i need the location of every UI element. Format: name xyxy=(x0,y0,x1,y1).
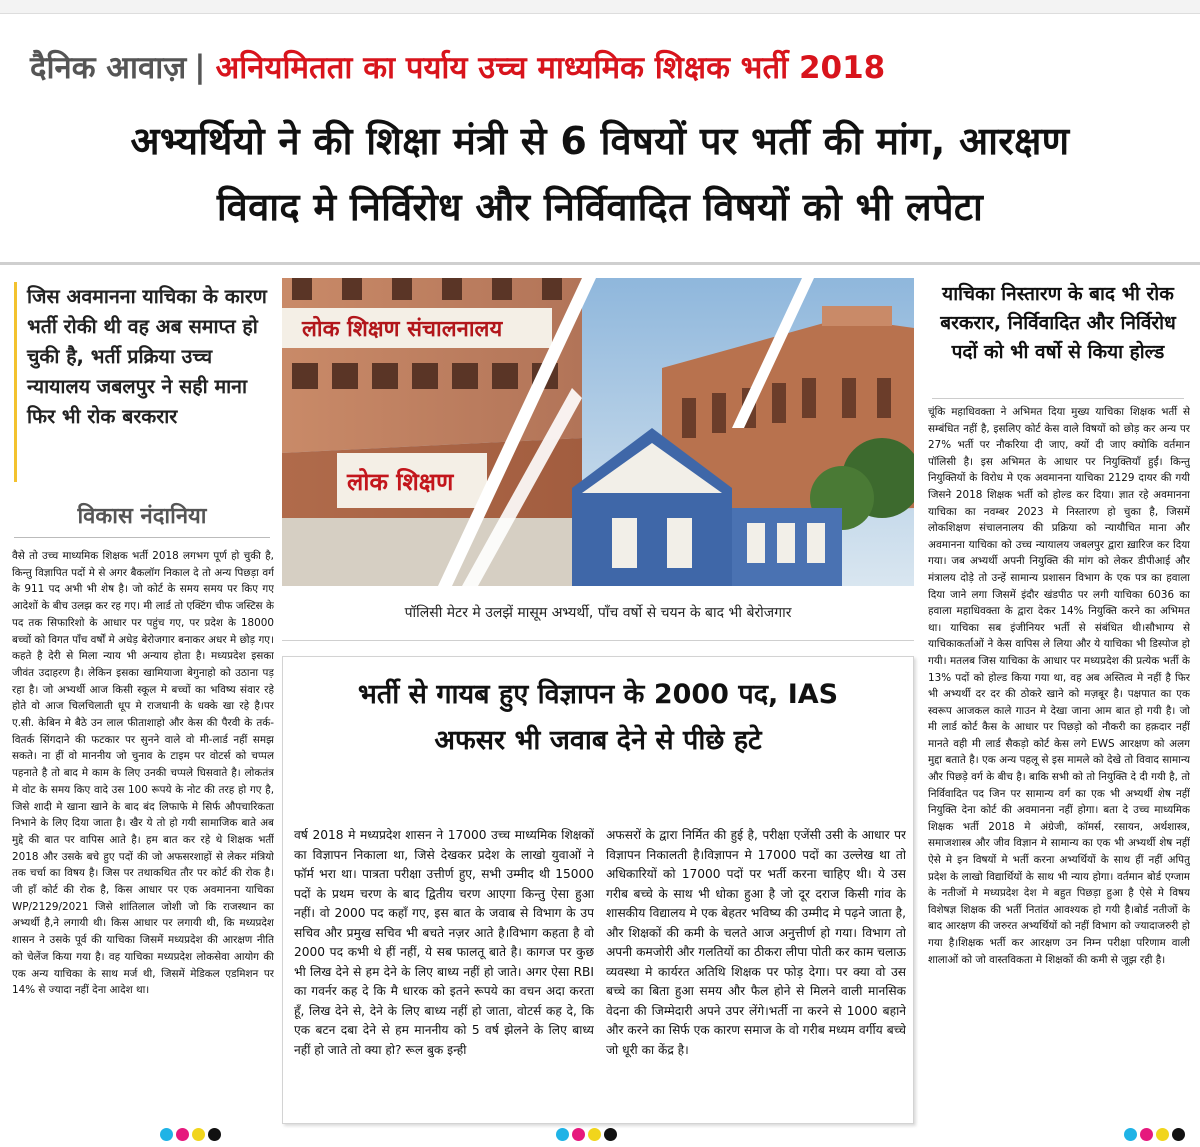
registration-marks-left xyxy=(160,1128,221,1144)
main-headline-line2: विवाद मे निर्विरोध और निर्विवादित विषयों को भी लपेटा xyxy=(216,185,984,229)
headline-divider xyxy=(0,262,1200,265)
magenta-mark xyxy=(572,1128,585,1141)
yellow-mark xyxy=(1156,1128,1169,1141)
registration-marks-center xyxy=(556,1128,617,1144)
center-headline-line1: भर्ती से गायब हुए विज्ञापन के 2000 पद, IAS xyxy=(357,679,839,710)
top-strip xyxy=(0,0,1200,14)
building-photo-collage xyxy=(282,278,914,586)
magenta-mark xyxy=(176,1128,189,1141)
right-article-body: चूंकि महाधिवक्ता ने अभिमत दिया मुख्य याचिका शिक्षक भर्ती से सम्बंधित नहीं है, इसलिए कोर्ट केस वाले विषयों को छोड़ कर अन्य पर 27% भर्ती पर नौकरिया दी जाए, क्यों दी जाए क्योकि वर्तमान पॉलिसी है। इस अभिमत के आधार पर नियुक्तियाँ हुईं। किन्तु नियुक्तियों के विरोध मे एक अवमानना याचिका 2129 दायर की गयी जिसने 2018 शिक्षक भर्ती को होल्ड कर दिया। ज्ञात रहे अवमानना याचिका का नवम्बर 2023 मे निस्तारण हो चुका है, जिसमें लोकशिक्षण संचालनालय की प्रक्रिया को न्यायौचित माना और अवमानना याचिका को उच्च न्यायालय जबलपुर द्वारा ख़ारिज कर दिया गया। जब अभ्यर्थी अपनी नियुक्ति की मांग को लेकर डीपीआई और मंत्रालय दोड़े तो उन्हें सामान्य प्रशासन विभाग के एक पत्र का हवाला दिया जाने लगा जिसमें इंदौर खंडपीठ पर लगी याचिका 6036 का हवाला महाधिवक्ता के द्वारा देकर 14% नियुक्ति करने का अभिमत था। याचिका सब इंजीनियर भर्ती से संबंधित थी।सौभाग्य से याचिकाकर्ताओं ने केस वापिस ले लिया और ये याचिका भी डिस्पोज हो गयी। मतलब जिस याचिका के आधार पर मध्यप्रदेश की प्रत्येक भर्ती के 13% पदों को होल्ड किया गया था, वह अब अस्तित्व मे नहीं है फिर भी अभ्यर्थी दर दर की ठोकरे खाने को मज़बूर है। पक्षपात का एक स्वरूप आजकल काले गाउन मे देखा जाना आम बात हो गयी है। जो मी लार्ड कोर्ट कैस के आधार पर पिछड़ो को नौकरी का हक़दार नहीं मानते वही मी लार्ड सैकड़ो कोर्ट केस लगे EWS आरक्षण को अलग मुद्दा बताते है। एक अन्य पहलू से इस मामले को देखे तो विवाद सामान्य और पिछड़े वर्ग के बीच है। बाकि सभी को तो नियुक्ति दे दी गयी है, तो निर्विवादित पद जिन पर सामान्य वर्ग का एक भी अभ्यर्थी शेष नहीं नियुक्ति देना कोर्ट की अवमानना नहीं होगा। बता दे उच्च माध्यमिक शिक्षक भर्ती 2018 मे अंग्रेजी, कॉमर्स, रसायन, अर्थशास्त्र, समाजशास्त्र और जीव विज्ञान मे सामान्य का एक भी अभ्यर्थी शेष नहीं ऐसे मे इन विषयों मे भर्ती करना अभ्यर्थियों के साथ हीं नहीं अपितु प्रदेश के लाखो विद्यार्थियों के साथ भी न्याय होगा। वर्तमान बोर्ड एग्जाम के नतीजों मे मध्यप्रदेश देश मे बहुत पिछड़ा हुआ है ऐसे मे विषय विशेषज्ञ शिक्षक की भर्ती नितांत आवश्यक हो गयी है।बोर्ड नतीजों के बाद आरक्षण की जरुरत अभ्यर्थियों को नहीं विभाग को ज्यादाजरुरी हो गया है।शिक्षक भर्ती कर आरक्षण उन निम्न परीक्षा परिणाम वाली शालाओं को जो वास्तविकता मे शिक्षकों की कमी से जूझ रही है। xyxy=(928,406,1190,966)
cyan-mark xyxy=(556,1128,569,1141)
main-headline xyxy=(40,108,1160,240)
caption-divider xyxy=(282,640,914,641)
sign-bottom-text: लोक शिक्षण xyxy=(347,468,454,496)
byline: विकास नंदानिया xyxy=(14,500,270,538)
newspaper-name: दैनिक आवाज़ xyxy=(30,50,187,86)
series-title: अनियमितता का पर्याय उच्च माध्यमिक शिक्षक भर्ती 2018 xyxy=(215,50,886,86)
cyan-mark xyxy=(160,1128,173,1141)
right-headline: याचिका निस्तारण के बाद भी रोक बरकरार, निर्विवादित और निर्विरोध पदों को भी वर्षो से किया होल्ड xyxy=(940,283,1176,363)
center-column-2: अफसरों के द्वारा निर्मित की हुई है, परीक्षा एजेंसी उसी के आधार पर विज्ञापन निकालती है।विज्ञापन मे 17000 पदों का उल्लेख था तो अधिकारियों को 17000 पदों पर भर्ती करना चाहिए थी। ये उस गरीब बच्चे के साथ भी धोका हुआ है जो दूर दराज किसी गांव के शासकीय विद्यालय मे एक बेहतर भविष्य की उम्मीद मे पढ़ने जाता है, और शिक्षकों की कमी के चलते आज अनुत्तीर्ण हो गया। विभाग तो अपनी कमजोरी और गलतियों का ठीकरा लीपा पोती कर काम चलाऊ व्यवस्था मे कार्यरत अतिथि शिक्षक पर फोड़ देगा। पर क्या वो उस बच्चे का बिता हुआ समय और फैल होने से मिलने वाली मानसिक वेदना की जिम्मेदारी अपने उपर लेंगे।भर्ती ना करने से 1000 बहाने और करने का सिर्फ एक कारण समाज के वो गरीब मध्यम वर्गीय बच्चे जो धूरी का केंद्र है। xyxy=(606,828,906,1057)
center-headline-line2: अफसर भी जवाब देने से पीछे हटे xyxy=(434,725,762,756)
sign-top-text: लोक शिक्षण संचालनालय xyxy=(302,317,503,342)
black-mark xyxy=(1172,1128,1185,1141)
yellow-mark xyxy=(588,1128,601,1141)
masthead xyxy=(30,42,1180,92)
yellow-mark xyxy=(192,1128,205,1141)
registration-marks-right xyxy=(1124,1128,1185,1144)
building-photo xyxy=(282,278,914,586)
black-mark xyxy=(604,1128,617,1141)
black-mark xyxy=(208,1128,221,1141)
masthead-separator: | xyxy=(194,49,206,85)
center-headline xyxy=(292,672,904,764)
center-column-1: वर्ष 2018 मे मध्यप्रदेश शासन ने 17000 उच्च माध्यमिक शिक्षकों का विज्ञापन निकाला था, जिसे देखकर प्रदेश के लाखो युवाओं ने फॉर्म भरा था। पात्रता परीक्षा उत्तीर्ण हुए, सभी उम्मीद थी 15000 पदों के प्रथम चरण के बाद द्वितीय चरण आएगा किन्तु ऐसा हुआ नहीं। वो 2000 पद कहाँ गए, इस बात के जवाब से विभाग के उप सचिव और प्रमुख सचिव भी बचते नज़र आते है।विभाग कहता है वो 2000 पद कभी थे हीं नहीं, ये सब फालतू बाते है। कागज पर कुछ भी लिख देने से हम देने के लिए बाध्य नहीं हो जाते। अगर ऐसा RBI का गवर्नर कह दे कि मै धारक को इतने रूपये का वचन अदा करता हूँ, लिख देने से, देने के लिए बाध्य नहीं हो जाता, वोटर्स कह दे, कि एक बटन दबा देने से हम माननीय को 5 वर्ष झेलने के लिए बाध्य नहीं हो जाते तो क्या हो? रूल बुक इन्ही xyxy=(294,828,594,1057)
cyan-mark xyxy=(1124,1128,1137,1141)
photo-caption: पॉलिसी मेटर मे उलझें मासूम अभ्यर्थी, पाँच वर्षो से चयन के बाद भी बेरोजगार xyxy=(404,605,792,621)
right-headline-divider xyxy=(932,398,1184,399)
left-deck: जिस अवमानना याचिका के कारण भर्ती रोकी थी वह अब समाप्त हो चुकी है, भर्ती प्रक्रिया उच्च न्यायालय जबलपुर ने सही माना फिर भी रोक बरकरार xyxy=(14,282,270,482)
left-article-body: वैसे तो उच्च माध्यमिक शिक्षक भर्ती 2018 लगभग पूर्ण हो चुकी है, किन्तु विज्ञापित पदों मे से अगर बैकलॉग निकाल दे तो अन्य पिछड़ा वर्ग के 911 पद अभी भी शेष है। जो कोर्ट के समय समय पर किए गए आदेशों के बीच उलझ कर रह गए। मी लार्ड तो एक्टिंग चीफ जस्टिस के पद तक सिफारिशो के आधार पर पहुंच गए, पर प्रदेश के 18000 बच्चों को विगत पाँच वर्षों मे अधेड़ बेरोजगार बनाकर अधर मे छोड़ गए। कहते है देरी से मिला न्याय भी अन्याय होता है। मध्यप्रदेश इसका जीवंत उदाहरण है। लेकिन इसका खामियाजा बेगुनाहो को उठाना पड़ रहा है। जो अभ्यर्थी आज किसी स्कूल मे बच्चों का भविष्य संवार रहे होते वो आज चिलचिलाती धूप मे राजधानी के धक्के खा रहे है।पर ए.सी. केबिन मे बैठे उन लाल फीताशाहो और केस की पैरवी के तर्क-वितर्क सिंगदाने की फटकार पर सुनने वाले वो मी-लार्ड नहीं समझ सकते। ना हीं वो माननीय जो चुनाव के टाइम पर वोटर्स को चप्पल पहनाते है तो बाद मे काम के लिए उनकी चप्पले घिसवाते है। लोकतंत्र मे वोट के समय किए वादे उस 100 रूपये के नोट की तरह हो गए है, जिसे शादी मे खाना खाने के बाद बंद लिफाफे मे सिर्फ औपचारिकता निभाने के लिए दिया जाता है। खैर ये तो हो गयी सामाजिक बाते अब मुद्दे की बात पर वापिस आते है। हम बात कर रहे थे शिक्षक भर्ती 2018 और उसके बचे हुए पदों की जो अफसरशाहों से लेकर मंत्रियो तक चर्चा का विषय है। जिस पर तथाकथित तौर पर कोर्ट की रोक है। जी हाँ कोर्ट की रोक है, किस आधार पर एक अवमानना याचिका WP/2129/2021 जिसे शांतिलाल जोशी जो कि राजस्थान का अभ्यर्थी है,ने लगायी थी। किस आधार पर लगायी थी, कि मध्यप्रदेश शासन ने उसके पूर्व की याचिका जिसमें मध्यप्रदेश की आरक्षण नीति को चेलेंज किया गया है। वह याचिका मध्यप्रदेश लोकसेवा आयोग की एक अन्य याचिका के साथ मर्ज थी, जिसमें मेडिकल एडमिशन पर 14% से ज्यादा नहीं देना आदेश था। xyxy=(12,550,274,997)
magenta-mark xyxy=(1140,1128,1153,1141)
main-headline-line1: अभ्यर्थियो ने की शिक्षा मंत्री से 6 विषयों पर भर्ती की मांग, आरक्षण xyxy=(130,119,1070,163)
